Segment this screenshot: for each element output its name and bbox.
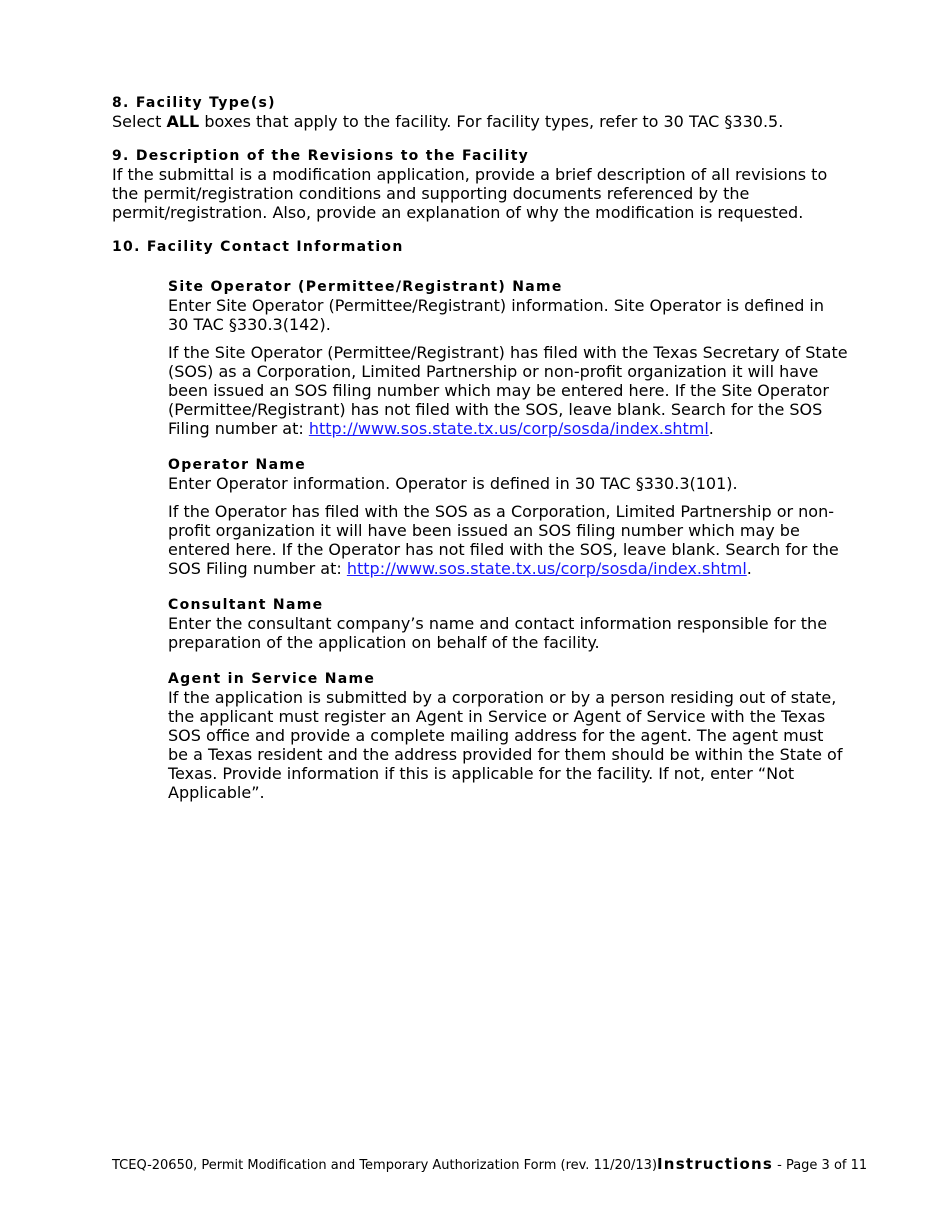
footer-page-number: - Page 3 of 11 (772, 1158, 868, 1173)
section-heading: 9. Description of the Revisions to the Facility (112, 148, 530, 164)
section-text (112, 112, 842, 131)
text-run: If the Site Operator (Permittee/Registrant) has filed with the Texas Secretary of State (SOS) as a Corporation, Limited Partnership or non-profit organization it will have been issued an SOS filing number which may be entered here. If the Site Operator (Permittee/Registrant) has not filed with the SOS, leave blank. Search for the SOS Filing number at: (168, 343, 848, 438)
contact-subsections (168, 278, 848, 802)
page-footer (112, 1155, 867, 1175)
section-contact-information (112, 238, 848, 802)
document-page (112, 94, 848, 818)
subsection-heading: Agent in Service Name (168, 671, 376, 687)
subsection-operator (168, 456, 848, 578)
subsection-heading: Consultant Name (168, 597, 324, 613)
subsection-heading: Site Operator (Permittee/Registrant) Name (168, 279, 563, 295)
text-run: If the Operator has filed with the SOS as a Corporation, Limited Partnership or non-profit organization it will have been issued an SOS filing number which may be entered here. If the Operator has not filed with the SOS, leave blank. Search for the SOS Filing number at: (168, 502, 839, 578)
bold-text: ALL (166, 112, 200, 131)
subsection-text: Enter Site Operator (Permittee/Registrant) information. Site Operator is defined in 30 TAC §330.3(142). (168, 296, 825, 334)
subsection-heading: Operator Name (168, 457, 307, 473)
section-heading: 10. Facility Contact Information (112, 239, 404, 255)
subsection-text (168, 502, 848, 578)
section-revisions (112, 147, 842, 222)
text-run: Select (112, 112, 167, 131)
text-run: boxes that apply to the facility. For facility types, refer to 30 TAC §330.5. (199, 112, 784, 131)
section-heading: 8. Facility Type(s) (112, 95, 276, 111)
text-run: . (708, 419, 714, 438)
subsection-text: Enter the consultant company’s name and contact information responsible for the preparation of the application on behalf of the facility. (168, 614, 828, 652)
sos-search-link[interactable]: http://www.sos.state.tx.us/corp/sosda/index.shtml (346, 559, 747, 578)
footer-form-id: TCEQ-20650, Permit Modification and Temporary Authorization Form (rev. 11/20/13) (112, 1158, 658, 1173)
subsection-consultant (168, 596, 848, 652)
section-text: If the submittal is a modification application, provide a brief description of all revisions to the permit/registration conditions and supporting documents referenced by the permit/registration. Also, provide an explanation of why the modification is requested. (112, 165, 828, 222)
subsection-text: If the application is submitted by a corporation or by a person residing out of state, the applicant must register an Agent in Service or Agent of Service with the Texas SOS office and provide a complete mailing address for the agent. The agent must be a Texas resident and the address provided for them should be within the State of Texas. Provide information if this is applicable for the facility. If not, enter “Not Applicable”. (168, 688, 843, 802)
sos-search-link[interactable]: http://www.sos.state.tx.us/corp/sosda/index.shtml (308, 419, 709, 438)
text-run: . (746, 559, 752, 578)
subsection-site-operator (168, 278, 848, 438)
subsection-text (168, 343, 848, 438)
subsection-text: Enter Operator information. Operator is defined in 30 TAC §330.3(101). (168, 474, 738, 493)
footer-instructions: Instructions (657, 1155, 773, 1173)
subsection-agent (168, 670, 848, 802)
section-facility-types (112, 94, 842, 131)
